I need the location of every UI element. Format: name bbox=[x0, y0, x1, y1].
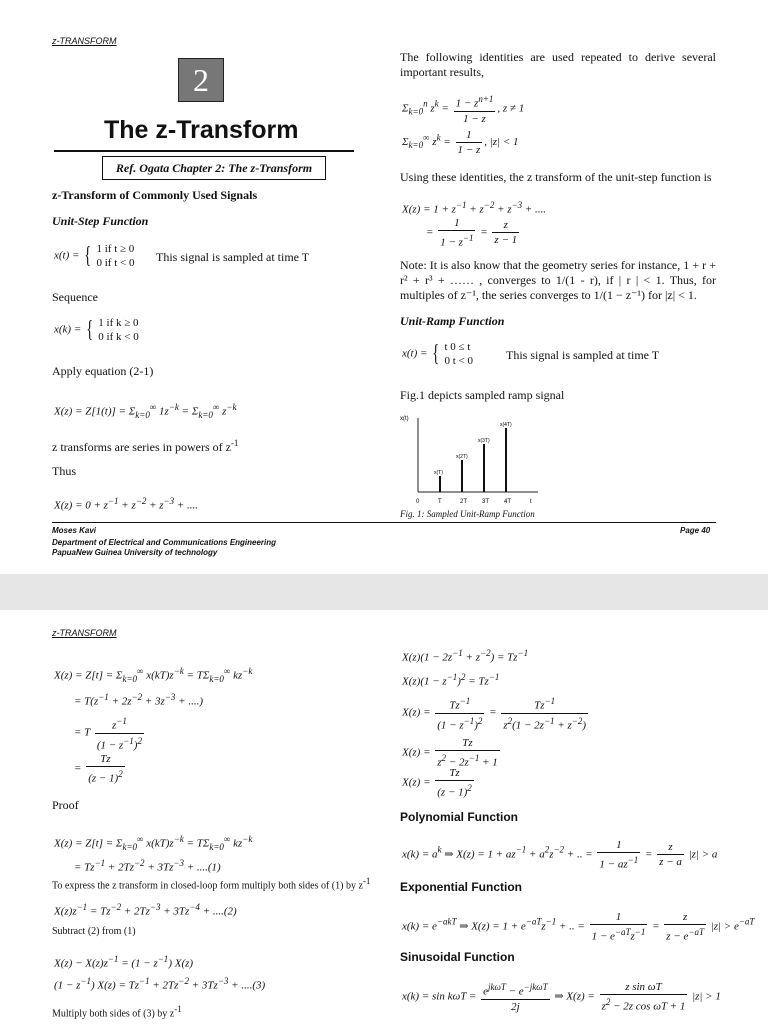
closed-loop-note: To express the z transform in closed-loop form multiply both sides of (1) by $z^{-1}$ bbox=[52, 876, 371, 892]
proof-subtract-equation: $X(z) - X(z)z^{-1} = (1 - z^{-1})$ X(z) bbox=[54, 954, 194, 970]
z-series-note: z transforms are series in powers of $z^{-1}$ bbox=[52, 438, 239, 454]
proof-equation-4: $X(z)(1 - 2z^{-1} + z^{-2}) = Tz^{-1}$ bbox=[402, 648, 529, 664]
footer-department: Department of Electrical and Communications Engineering bbox=[52, 538, 277, 547]
chapter-number-box: 2 bbox=[178, 58, 224, 102]
running-header-2: z-TRANSFORM bbox=[52, 628, 117, 638]
footer-author: Moses Kavi bbox=[52, 526, 97, 535]
ramp-case-1: t 0 ≤ t bbox=[444, 341, 471, 353]
sinusoidal-heading: Sinusoidal Function bbox=[400, 950, 515, 964]
reference-box: Ref. Ogata Chapter 2: The z-Transform bbox=[102, 156, 326, 180]
thus-label: Thus bbox=[52, 464, 76, 478]
proof-equation-3: $(1 - z^{-1})$ $X(z) = Tz^{-1} + 2Tz^{-2} + 3Tz^{-3} + ....(3)$ bbox=[54, 976, 266, 992]
page-title: The z-Transform bbox=[104, 116, 299, 144]
unit-step-closed-form: = $\frac{1}{1 - z^{-1}}$ = $\frac{z}{z - 1}$ bbox=[426, 217, 518, 249]
ramp-z-fraction-1: = T $\frac{z^{-1}}{(1 - z^{-1})^2}$ bbox=[74, 716, 142, 752]
sampled-ramp-chart bbox=[398, 410, 548, 510]
polynomial-heading: Polynomial Function bbox=[400, 810, 519, 824]
subtract-note: Subtract (2) from (1) bbox=[52, 926, 136, 937]
chart-data-label: x(3T) bbox=[478, 438, 490, 444]
chart-data-label: x(4T) bbox=[500, 422, 512, 428]
proof-def-equation: $X(z) = Z[t] = \Sigma_{k=0}^\infty$ $x(kT)z^{-k} = T\Sigma_{k=0}^\infty$ $kz^{-k}$ bbox=[54, 834, 253, 852]
unit-step-z-intro: Using these identities, the z transform of the unit-step function is bbox=[400, 170, 712, 184]
unit-step-series-equation: $X(z) = 0 + z^{-1} + z^{-2} + z^{-3}$ + .... bbox=[54, 496, 199, 512]
identity-1: $\Sigma_{k=0}^n$ $z^k$ = $\frac{1 - z^{n+1}}{1 - z}$ , z ≠ 1 bbox=[402, 94, 525, 125]
sampled-note: This signal is sampled at time T bbox=[156, 250, 310, 264]
footer-university: PapuaNew Guinea University of technology bbox=[52, 548, 218, 557]
unit-step-definition: x(t) = { 1 if t ≥ 0 0 if t < 0 bbox=[54, 243, 135, 269]
footer-page-number: Page 40 bbox=[680, 526, 711, 535]
chart-data-label: x(T) bbox=[434, 470, 443, 476]
title-divider bbox=[54, 150, 354, 152]
sequence-case-2: 0 if k < 0 bbox=[98, 331, 139, 343]
unit-ramp-heading: Unit-Ramp Function bbox=[400, 314, 505, 328]
geometric-series-note: Note: It is also know that the geometry series for instance, 1 + r + r² + r³ + …… , converges to 1/(1 - r), if | r | < 1. Thus, for multiples of z⁻¹, the series converges to 1/(1 − z⁻¹) for |z| < 1. bbox=[400, 258, 716, 302]
sequence-label: Sequence bbox=[52, 290, 98, 304]
ramp-sampled-note: This signal is sampled at time T bbox=[506, 348, 660, 362]
proof-equation-7: X(z) = $\frac{Tz}{z^2 - 2z^{-1} + 1}$ bbox=[402, 737, 498, 769]
chart-tick-label: 2T bbox=[460, 499, 468, 505]
x-of-k-label: x(k) = bbox=[54, 323, 82, 336]
figure-intro: Fig.1 depicts sampled ramp signal bbox=[400, 388, 565, 402]
unit-step-case-1: 1 if t ≥ 0 bbox=[96, 243, 135, 255]
ramp-z-series: = $T(z^{-1} + 2z^{-2} + 3z^{-3}$ + ....) bbox=[74, 692, 203, 708]
unit-ramp-definition: x(t) = { t 0 ≤ t 0 t < 0 bbox=[402, 341, 473, 367]
exponential-heading: Exponential Function bbox=[400, 880, 522, 894]
unit-step-case-2: 0 if t < 0 bbox=[96, 257, 135, 269]
identities-intro: The following identities are used repeated to derive several important results, bbox=[400, 50, 716, 79]
chart-tick-label: 4T bbox=[504, 499, 512, 505]
exponential-equation: $x(k) = e^{-akT}$ ⇒ $X(z) = 1 + e^{-aT}z^{-1}$ + .. = $\frac{1}{1 - e^{-aT}z^{-1}}$ = $\frac{z}{z - e^{-aT}}$ $|z| > e^{-aT}$ bbox=[402, 911, 755, 943]
x-of-t-label: x(t) = bbox=[54, 249, 80, 262]
proof-label: Proof bbox=[52, 798, 79, 812]
ramp-z-def-equation: $X(z) = Z[t] = \Sigma_{k=0}^\infty$ $x(kT)z^{-k} = T\Sigma_{k=0}^\infty$ $kz^{-k}$ bbox=[54, 666, 253, 684]
unit-step-heading: Unit-Step Function bbox=[52, 214, 149, 228]
unit-step-sum-equation: $X(z) = 1 + z^{-1} + z^{-2} + z^{-3}$ + .... bbox=[402, 200, 547, 216]
sequence-case-1: 1 if k ≥ 0 bbox=[98, 317, 139, 329]
figure-caption: Fig. 1: Sampled Unit-Ramp Function bbox=[400, 509, 535, 519]
proof-equation-5: $X(z)(1 - z^{-1})^2 = Tz^{-1}$ bbox=[402, 672, 500, 688]
chart-tick-label: 0 bbox=[416, 499, 420, 505]
unit-step-z-equation: $X(z) = Z[1(t)] = \Sigma_{k=0}^\infty$ $1z^{-k} = \Sigma_{k=0}^\infty$ $z^{-k}$ bbox=[54, 402, 237, 420]
proof-equation-2: $X(z)z^{-1} = Tz^{-2} + 2Tz^{-3} + 3Tz^{-4} + ....(2)$ bbox=[54, 902, 237, 918]
multiply-note: Multiply both sides of (3) by $z^{-1}$ bbox=[52, 1004, 182, 1020]
sinusoidal-equation: x(k) = sin kωT = $\frac{e^{jk\omega T} - e^{-jk\omega T}}{2j}$ ⇒ X(z) = $\frac{\text{z sin ωT}}{z^2 - 2z \cos \omega T + 1}$ |z| > 1 bbox=[402, 981, 721, 1013]
sequence-definition: x(k) = { 1 if k ≥ 0 0 if k < 0 bbox=[54, 317, 139, 343]
ramp-z-fraction-2: = $\frac{Tz}{(z - 1)^2}$ bbox=[74, 753, 123, 785]
identity-2: $\Sigma_{k=0}^\infty$ $z^k$ = $\frac{1}{1 - z}$ , |z| < 1 bbox=[402, 129, 519, 156]
running-header: z-TRANSFORM bbox=[52, 36, 117, 46]
proof-equation-8: X(z) = $\frac{Tz}{(z - 1)^2}$ bbox=[402, 767, 472, 799]
chart-y-label: x(t) bbox=[400, 416, 409, 422]
footer-divider bbox=[52, 522, 716, 523]
polynomial-equation: $x(k) = a^k$ ⇒ $X(z) = 1 + az^{-1} + a^2z^{-2}$ + .. = $\frac{1}{1 - az^{-1}}$ = $\frac{z}{z - a}$ |z| > a bbox=[402, 839, 718, 871]
chart-x-label: t bbox=[530, 499, 532, 505]
section-heading: z-Transform of Commonly Used Signals bbox=[52, 188, 258, 202]
chart-tick-label: 3T bbox=[482, 499, 490, 505]
proof-equation-1: = $Tz^{-1} + 2Tz^{-2} + 3Tz^{-3} + ....(1)$ bbox=[74, 858, 221, 874]
proof-equation-6: X(z) = $\frac{Tz^{-1}}{(1 - z^{-1})^2}$ = $\frac{Tz^{-1}}{z^2(1 - 2z^{-1} + z^{-2})}$ bbox=[402, 696, 587, 732]
ramp-case-2: 0 t < 0 bbox=[444, 355, 473, 367]
chart-tick-label: T bbox=[438, 499, 442, 505]
chart-data-label: x(2T) bbox=[456, 454, 468, 460]
page-2 bbox=[0, 610, 768, 1024]
apply-equation-note: Apply equation (2-1) bbox=[52, 364, 154, 378]
